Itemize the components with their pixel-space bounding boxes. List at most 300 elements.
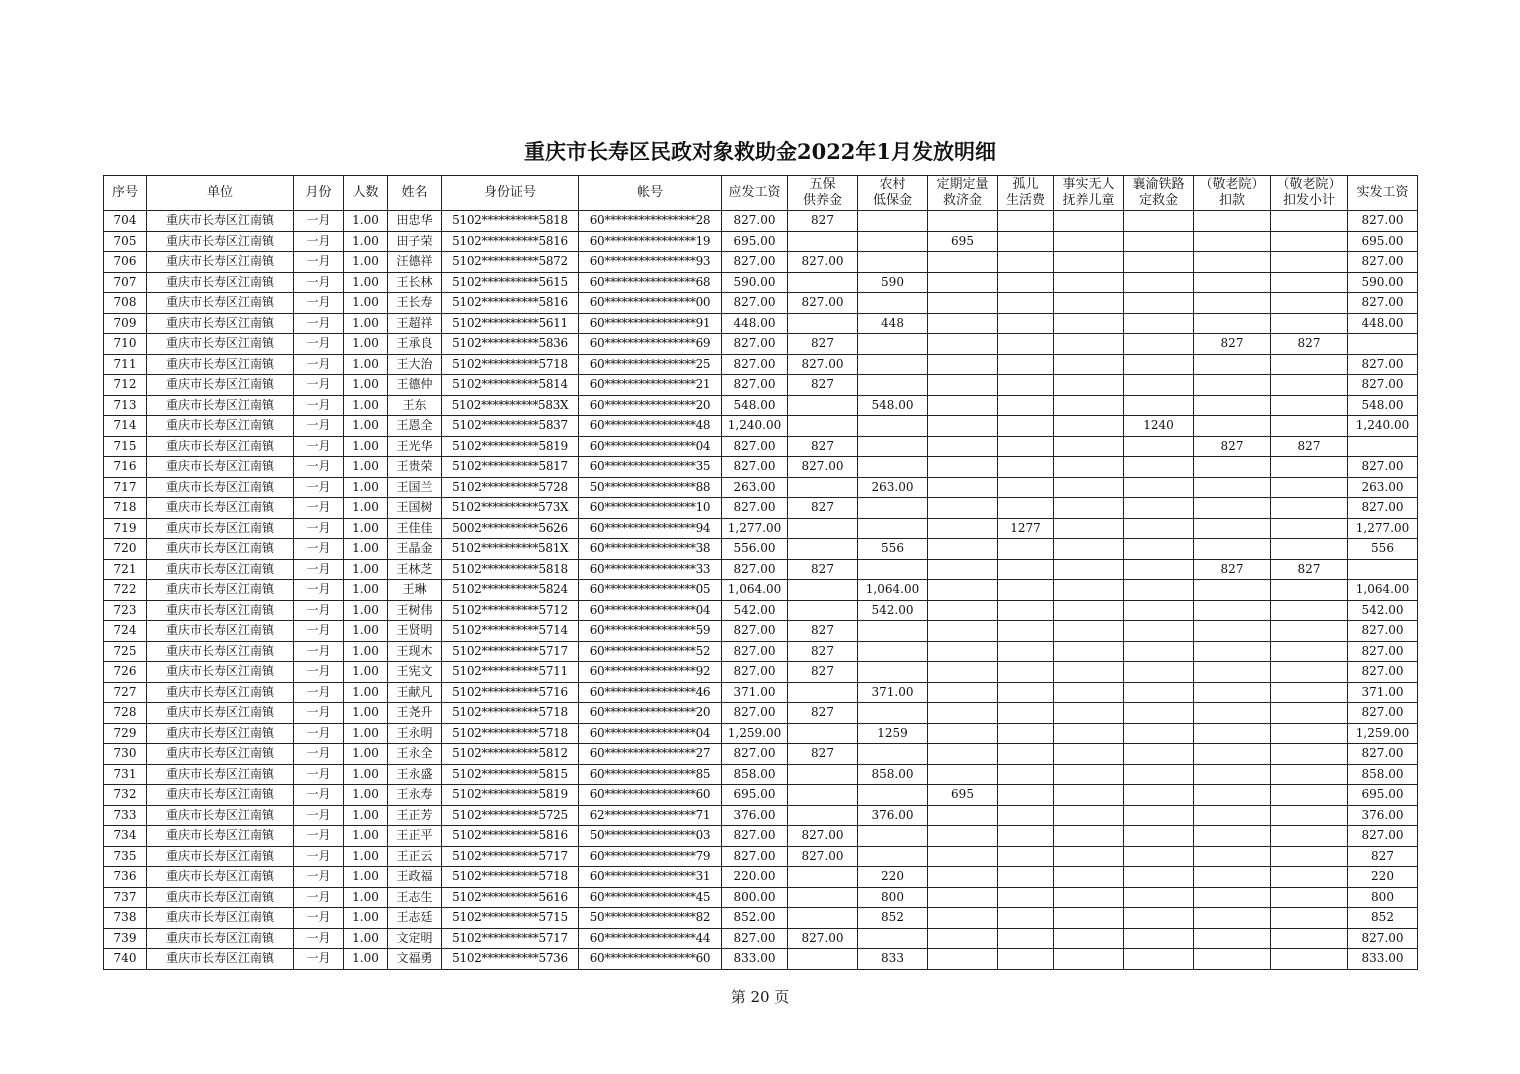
cell-dibao [858, 334, 928, 355]
cell-orphan [998, 272, 1054, 293]
cell-name: 田子荣 [388, 231, 442, 252]
cell-seq: 722 [104, 580, 147, 601]
cell-month: 一月 [294, 518, 344, 539]
cell-seq: 707 [104, 272, 147, 293]
cell-count: 1.00 [344, 498, 388, 519]
cell-unattended-child [1054, 908, 1124, 929]
cell-count: 1.00 [344, 682, 388, 703]
cell-id-number: 5102**********5711 [442, 662, 579, 683]
cell-id-number: 5102**********5718 [442, 723, 579, 744]
cell-account: 60****************93 [579, 252, 722, 273]
cell-orphan [998, 477, 1054, 498]
cell-seq: 711 [104, 354, 147, 375]
cell-actual-pay [1348, 436, 1418, 457]
cell-account: 60****************28 [579, 211, 722, 232]
cell-dibao [858, 826, 928, 847]
table-row [104, 744, 1418, 765]
table-row [104, 805, 1418, 826]
cell-payable: 827.00 [722, 354, 788, 375]
cell-dingqi [928, 682, 998, 703]
cell-dingqi [928, 375, 998, 396]
table-row [104, 375, 1418, 396]
cell-unattended-child [1054, 641, 1124, 662]
cell-seq: 725 [104, 641, 147, 662]
cell-name: 王永盛 [388, 764, 442, 785]
cell-unattended-child [1054, 313, 1124, 334]
cell-payable: 263.00 [722, 477, 788, 498]
cell-deduction [1194, 375, 1271, 396]
cell-actual-pay: 448.00 [1348, 313, 1418, 334]
cell-name: 王大治 [388, 354, 442, 375]
cell-id-number: 5102**********5736 [442, 949, 579, 970]
cell-payable: 1,277.00 [722, 518, 788, 539]
cell-unattended-child [1054, 682, 1124, 703]
cell-unattended-child [1054, 354, 1124, 375]
cell-unit: 重庆市长寿区江南镇 [147, 703, 294, 724]
cell-actual-pay: 827.00 [1348, 621, 1418, 642]
cell-id-number: 5102**********5816 [442, 231, 579, 252]
cell-deduction: 827 [1194, 436, 1271, 457]
cell-count: 1.00 [344, 621, 388, 642]
cell-id-number: 5102**********5814 [442, 375, 579, 396]
cell-count: 1.00 [344, 662, 388, 683]
cell-payable: 827.00 [722, 621, 788, 642]
cell-unattended-child [1054, 231, 1124, 252]
table-row [104, 949, 1418, 970]
cell-month: 一月 [294, 928, 344, 949]
cell-deduction-subtotal [1271, 600, 1348, 621]
cell-id-number: 5102**********5818 [442, 559, 579, 580]
cell-month: 一月 [294, 662, 344, 683]
cell-xiangyu [1124, 867, 1194, 888]
cell-actual-pay: 800 [1348, 887, 1418, 908]
cell-name: 王志生 [388, 887, 442, 908]
cell-deduction [1194, 416, 1271, 437]
cell-count: 1.00 [344, 805, 388, 826]
cell-deduction [1194, 457, 1271, 478]
cell-deduction-subtotal [1271, 867, 1348, 888]
cell-id-number: 5102**********5725 [442, 805, 579, 826]
cell-deduction [1194, 539, 1271, 560]
cell-actual-pay: 852 [1348, 908, 1418, 929]
cell-unattended-child [1054, 764, 1124, 785]
cell-orphan [998, 846, 1054, 867]
cell-actual-pay: 858.00 [1348, 764, 1418, 785]
cell-deduction-subtotal [1271, 949, 1348, 970]
cell-orphan [998, 682, 1054, 703]
cell-account: 60****************79 [579, 846, 722, 867]
cell-payable: 827.00 [722, 498, 788, 519]
cell-deduction-subtotal [1271, 744, 1348, 765]
cell-deduction-subtotal [1271, 313, 1348, 334]
cell-orphan [998, 826, 1054, 847]
cell-wubao [788, 723, 858, 744]
cell-payable: 371.00 [722, 682, 788, 703]
cell-count: 1.00 [344, 867, 388, 888]
cell-name: 王志廷 [388, 908, 442, 929]
cell-month: 一月 [294, 764, 344, 785]
cell-unattended-child [1054, 580, 1124, 601]
cell-unit: 重庆市长寿区江南镇 [147, 600, 294, 621]
cell-dibao: 542.00 [858, 600, 928, 621]
cell-unit: 重庆市长寿区江南镇 [147, 867, 294, 888]
table-row [104, 703, 1418, 724]
cell-wubao: 827 [788, 211, 858, 232]
cell-id-number: 5102**********581X [442, 539, 579, 560]
cell-deduction-subtotal: 827 [1271, 334, 1348, 355]
cell-seq: 737 [104, 887, 147, 908]
cell-seq: 714 [104, 416, 147, 437]
cell-deduction [1194, 313, 1271, 334]
cell-actual-pay: 220 [1348, 867, 1418, 888]
cell-wubao [788, 805, 858, 826]
cell-actual-pay: 827.00 [1348, 703, 1418, 724]
cell-payable: 800.00 [722, 887, 788, 908]
table-row [104, 395, 1418, 416]
cell-xiangyu [1124, 231, 1194, 252]
cell-dibao: 858.00 [858, 764, 928, 785]
cell-wubao [788, 313, 858, 334]
cell-unit: 重庆市长寿区江南镇 [147, 723, 294, 744]
cell-account: 60****************45 [579, 887, 722, 908]
cell-orphan [998, 313, 1054, 334]
cell-account: 60****************20 [579, 395, 722, 416]
cell-payable: 827.00 [722, 211, 788, 232]
table-body [104, 211, 1418, 970]
cell-orphan [998, 600, 1054, 621]
cell-payable: 833.00 [722, 949, 788, 970]
cell-account: 60****************05 [579, 580, 722, 601]
cell-xiangyu [1124, 354, 1194, 375]
cell-wubao: 827.00 [788, 457, 858, 478]
cell-orphan [998, 949, 1054, 970]
cell-unattended-child [1054, 211, 1124, 232]
cell-account: 60****************20 [579, 703, 722, 724]
cell-name: 王超祥 [388, 313, 442, 334]
header-wubao: 五保 供养金 [788, 176, 858, 211]
cell-wubao: 827 [788, 375, 858, 396]
cell-count: 1.00 [344, 436, 388, 457]
header-orphan: 孤儿 生活费 [998, 176, 1054, 211]
cell-dibao: 852 [858, 908, 928, 929]
cell-orphan [998, 436, 1054, 457]
cell-orphan [998, 498, 1054, 519]
cell-dibao: 1,064.00 [858, 580, 928, 601]
cell-actual-pay [1348, 559, 1418, 580]
cell-dingqi: 695 [928, 231, 998, 252]
cell-xiangyu [1124, 293, 1194, 314]
cell-month: 一月 [294, 682, 344, 703]
cell-xiangyu [1124, 559, 1194, 580]
cell-account: 60****************21 [579, 375, 722, 396]
cell-dibao [858, 621, 928, 642]
cell-wubao [788, 580, 858, 601]
cell-id-number: 5102**********5819 [442, 785, 579, 806]
cell-seq: 733 [104, 805, 147, 826]
cell-id-number: 5102**********5717 [442, 641, 579, 662]
cell-xiangyu [1124, 252, 1194, 273]
cell-name: 王国树 [388, 498, 442, 519]
table-row [104, 252, 1418, 273]
cell-wubao [788, 231, 858, 252]
cell-id-number: 5102**********5837 [442, 416, 579, 437]
cell-deduction-subtotal [1271, 416, 1348, 437]
cell-wubao [788, 908, 858, 929]
cell-month: 一月 [294, 498, 344, 519]
cell-seq: 718 [104, 498, 147, 519]
cell-payable: 220.00 [722, 867, 788, 888]
cell-deduction [1194, 354, 1271, 375]
cell-id-number: 5102**********5718 [442, 703, 579, 724]
cell-dingqi [928, 928, 998, 949]
cell-seq: 710 [104, 334, 147, 355]
cell-unit: 重庆市长寿区江南镇 [147, 641, 294, 662]
header-actual-pay: 实发工资 [1348, 176, 1418, 211]
cell-seq: 735 [104, 846, 147, 867]
cell-unattended-child [1054, 826, 1124, 847]
cell-account: 60****************91 [579, 313, 722, 334]
cell-account: 60****************38 [579, 539, 722, 560]
cell-dingqi [928, 846, 998, 867]
cell-seq: 717 [104, 477, 147, 498]
cell-dibao: 376.00 [858, 805, 928, 826]
cell-dingqi [928, 498, 998, 519]
cell-dibao [858, 211, 928, 232]
table-row [104, 293, 1418, 314]
cell-deduction [1194, 764, 1271, 785]
cell-actual-pay: 590.00 [1348, 272, 1418, 293]
payment-table [103, 175, 1418, 970]
cell-payable: 827.00 [722, 846, 788, 867]
cell-deduction-subtotal [1271, 826, 1348, 847]
cell-account: 50****************03 [579, 826, 722, 847]
cell-name: 王宪文 [388, 662, 442, 683]
cell-count: 1.00 [344, 785, 388, 806]
cell-dibao: 371.00 [858, 682, 928, 703]
cell-count: 1.00 [344, 477, 388, 498]
cell-unattended-child [1054, 477, 1124, 498]
table-header-row [104, 176, 1418, 211]
cell-seq: 729 [104, 723, 147, 744]
cell-orphan [998, 334, 1054, 355]
cell-dingqi [928, 805, 998, 826]
cell-unit: 重庆市长寿区江南镇 [147, 498, 294, 519]
cell-payable: 556.00 [722, 539, 788, 560]
cell-dingqi [928, 723, 998, 744]
cell-xiangyu [1124, 600, 1194, 621]
cell-wubao [788, 600, 858, 621]
cell-deduction [1194, 600, 1271, 621]
cell-dibao [858, 744, 928, 765]
cell-seq: 705 [104, 231, 147, 252]
cell-count: 1.00 [344, 723, 388, 744]
cell-name: 王永寿 [388, 785, 442, 806]
cell-deduction-subtotal [1271, 846, 1348, 867]
cell-id-number: 5102**********5836 [442, 334, 579, 355]
cell-orphan [998, 662, 1054, 683]
cell-name: 王政福 [388, 867, 442, 888]
cell-wubao [788, 539, 858, 560]
cell-dibao: 548.00 [858, 395, 928, 416]
cell-deduction-subtotal [1271, 764, 1348, 785]
cell-seq: 723 [104, 600, 147, 621]
table-row [104, 621, 1418, 642]
cell-wubao [788, 785, 858, 806]
cell-payable: 548.00 [722, 395, 788, 416]
cell-dibao: 833 [858, 949, 928, 970]
cell-actual-pay: 827.00 [1348, 826, 1418, 847]
cell-payable: 827.00 [722, 559, 788, 580]
cell-account: 60****************46 [579, 682, 722, 703]
cell-xiangyu [1124, 662, 1194, 683]
cell-unit: 重庆市长寿区江南镇 [147, 785, 294, 806]
cell-wubao: 827.00 [788, 354, 858, 375]
table-row [104, 887, 1418, 908]
cell-count: 1.00 [344, 272, 388, 293]
cell-actual-pay: 827.00 [1348, 744, 1418, 765]
cell-deduction [1194, 867, 1271, 888]
cell-unattended-child [1054, 949, 1124, 970]
cell-dingqi [928, 559, 998, 580]
cell-id-number: 5102**********573X [442, 498, 579, 519]
cell-id-number: 5102**********5616 [442, 887, 579, 908]
cell-account: 60****************68 [579, 272, 722, 293]
cell-month: 一月 [294, 867, 344, 888]
cell-unit: 重庆市长寿区江南镇 [147, 682, 294, 703]
table-row [104, 600, 1418, 621]
table-row [104, 559, 1418, 580]
cell-deduction [1194, 805, 1271, 826]
cell-count: 1.00 [344, 354, 388, 375]
cell-name: 汪德祥 [388, 252, 442, 273]
table-row [104, 662, 1418, 683]
cell-xiangyu [1124, 723, 1194, 744]
cell-deduction-subtotal [1271, 518, 1348, 539]
cell-account: 60****************04 [579, 723, 722, 744]
cell-actual-pay: 263.00 [1348, 477, 1418, 498]
cell-unit: 重庆市长寿区江南镇 [147, 826, 294, 847]
cell-dingqi [928, 887, 998, 908]
cell-seq: 715 [104, 436, 147, 457]
table-row [104, 867, 1418, 888]
cell-unit: 重庆市长寿区江南镇 [147, 764, 294, 785]
cell-wubao: 827.00 [788, 826, 858, 847]
cell-seq: 734 [104, 826, 147, 847]
cell-payable: 858.00 [722, 764, 788, 785]
header-name: 姓名 [388, 176, 442, 211]
cell-count: 1.00 [344, 559, 388, 580]
cell-payable: 827.00 [722, 334, 788, 355]
cell-account: 60****************04 [579, 436, 722, 457]
cell-wubao [788, 518, 858, 539]
cell-month: 一月 [294, 436, 344, 457]
cell-dingqi [928, 621, 998, 642]
cell-actual-pay: 827.00 [1348, 375, 1418, 396]
cell-name: 文福勇 [388, 949, 442, 970]
header-id-number: 身份证号 [442, 176, 579, 211]
cell-unattended-child [1054, 293, 1124, 314]
cell-id-number: 5102**********5818 [442, 211, 579, 232]
cell-deduction-subtotal [1271, 211, 1348, 232]
cell-account: 60****************60 [579, 785, 722, 806]
cell-deduction-subtotal: 827 [1271, 436, 1348, 457]
cell-deduction [1194, 272, 1271, 293]
cell-dibao [858, 457, 928, 478]
cell-payable: 827.00 [722, 928, 788, 949]
cell-actual-pay: 827.00 [1348, 641, 1418, 662]
cell-seq: 730 [104, 744, 147, 765]
cell-account: 60****************59 [579, 621, 722, 642]
cell-actual-pay: 827.00 [1348, 498, 1418, 519]
cell-actual-pay: 833.00 [1348, 949, 1418, 970]
cell-actual-pay: 548.00 [1348, 395, 1418, 416]
cell-month: 一月 [294, 949, 344, 970]
cell-payable: 852.00 [722, 908, 788, 929]
cell-id-number: 5102**********5716 [442, 682, 579, 703]
cell-deduction-subtotal [1271, 662, 1348, 683]
cell-count: 1.00 [344, 600, 388, 621]
cell-month: 一月 [294, 826, 344, 847]
cell-deduction-subtotal [1271, 252, 1348, 273]
cell-month: 一月 [294, 580, 344, 601]
cell-wubao: 827 [788, 744, 858, 765]
cell-deduction-subtotal [1271, 498, 1348, 519]
cell-orphan [998, 785, 1054, 806]
cell-dibao [858, 498, 928, 519]
cell-dibao [858, 785, 928, 806]
cell-orphan [998, 457, 1054, 478]
cell-wubao: 827 [788, 641, 858, 662]
cell-dingqi [928, 477, 998, 498]
cell-dingqi [928, 641, 998, 662]
table-row [104, 313, 1418, 334]
cell-xiangyu [1124, 785, 1194, 806]
cell-dibao [858, 846, 928, 867]
cell-payable: 827.00 [722, 703, 788, 724]
table-row [104, 723, 1418, 744]
cell-deduction [1194, 293, 1271, 314]
header-unit: 单位 [147, 176, 294, 211]
cell-month: 一月 [294, 477, 344, 498]
cell-month: 一月 [294, 559, 344, 580]
table-row [104, 211, 1418, 232]
cell-deduction [1194, 498, 1271, 519]
cell-dibao [858, 375, 928, 396]
cell-unattended-child [1054, 334, 1124, 355]
cell-xiangyu [1124, 949, 1194, 970]
cell-month: 一月 [294, 846, 344, 867]
cell-deduction-subtotal [1271, 293, 1348, 314]
cell-deduction [1194, 621, 1271, 642]
cell-account: 60****************52 [579, 641, 722, 662]
cell-payable: 827.00 [722, 436, 788, 457]
cell-deduction [1194, 395, 1271, 416]
cell-deduction [1194, 723, 1271, 744]
cell-unattended-child [1054, 395, 1124, 416]
cell-dibao [858, 641, 928, 662]
cell-payable: 827.00 [722, 252, 788, 273]
table-row [104, 785, 1418, 806]
cell-name: 王晶金 [388, 539, 442, 560]
cell-name: 王贵荣 [388, 457, 442, 478]
cell-dingqi [928, 703, 998, 724]
cell-deduction-subtotal [1271, 887, 1348, 908]
cell-seq: 704 [104, 211, 147, 232]
cell-count: 1.00 [344, 416, 388, 437]
cell-dingqi [928, 457, 998, 478]
cell-id-number: 5102**********5615 [442, 272, 579, 293]
cell-name: 王佳佳 [388, 518, 442, 539]
